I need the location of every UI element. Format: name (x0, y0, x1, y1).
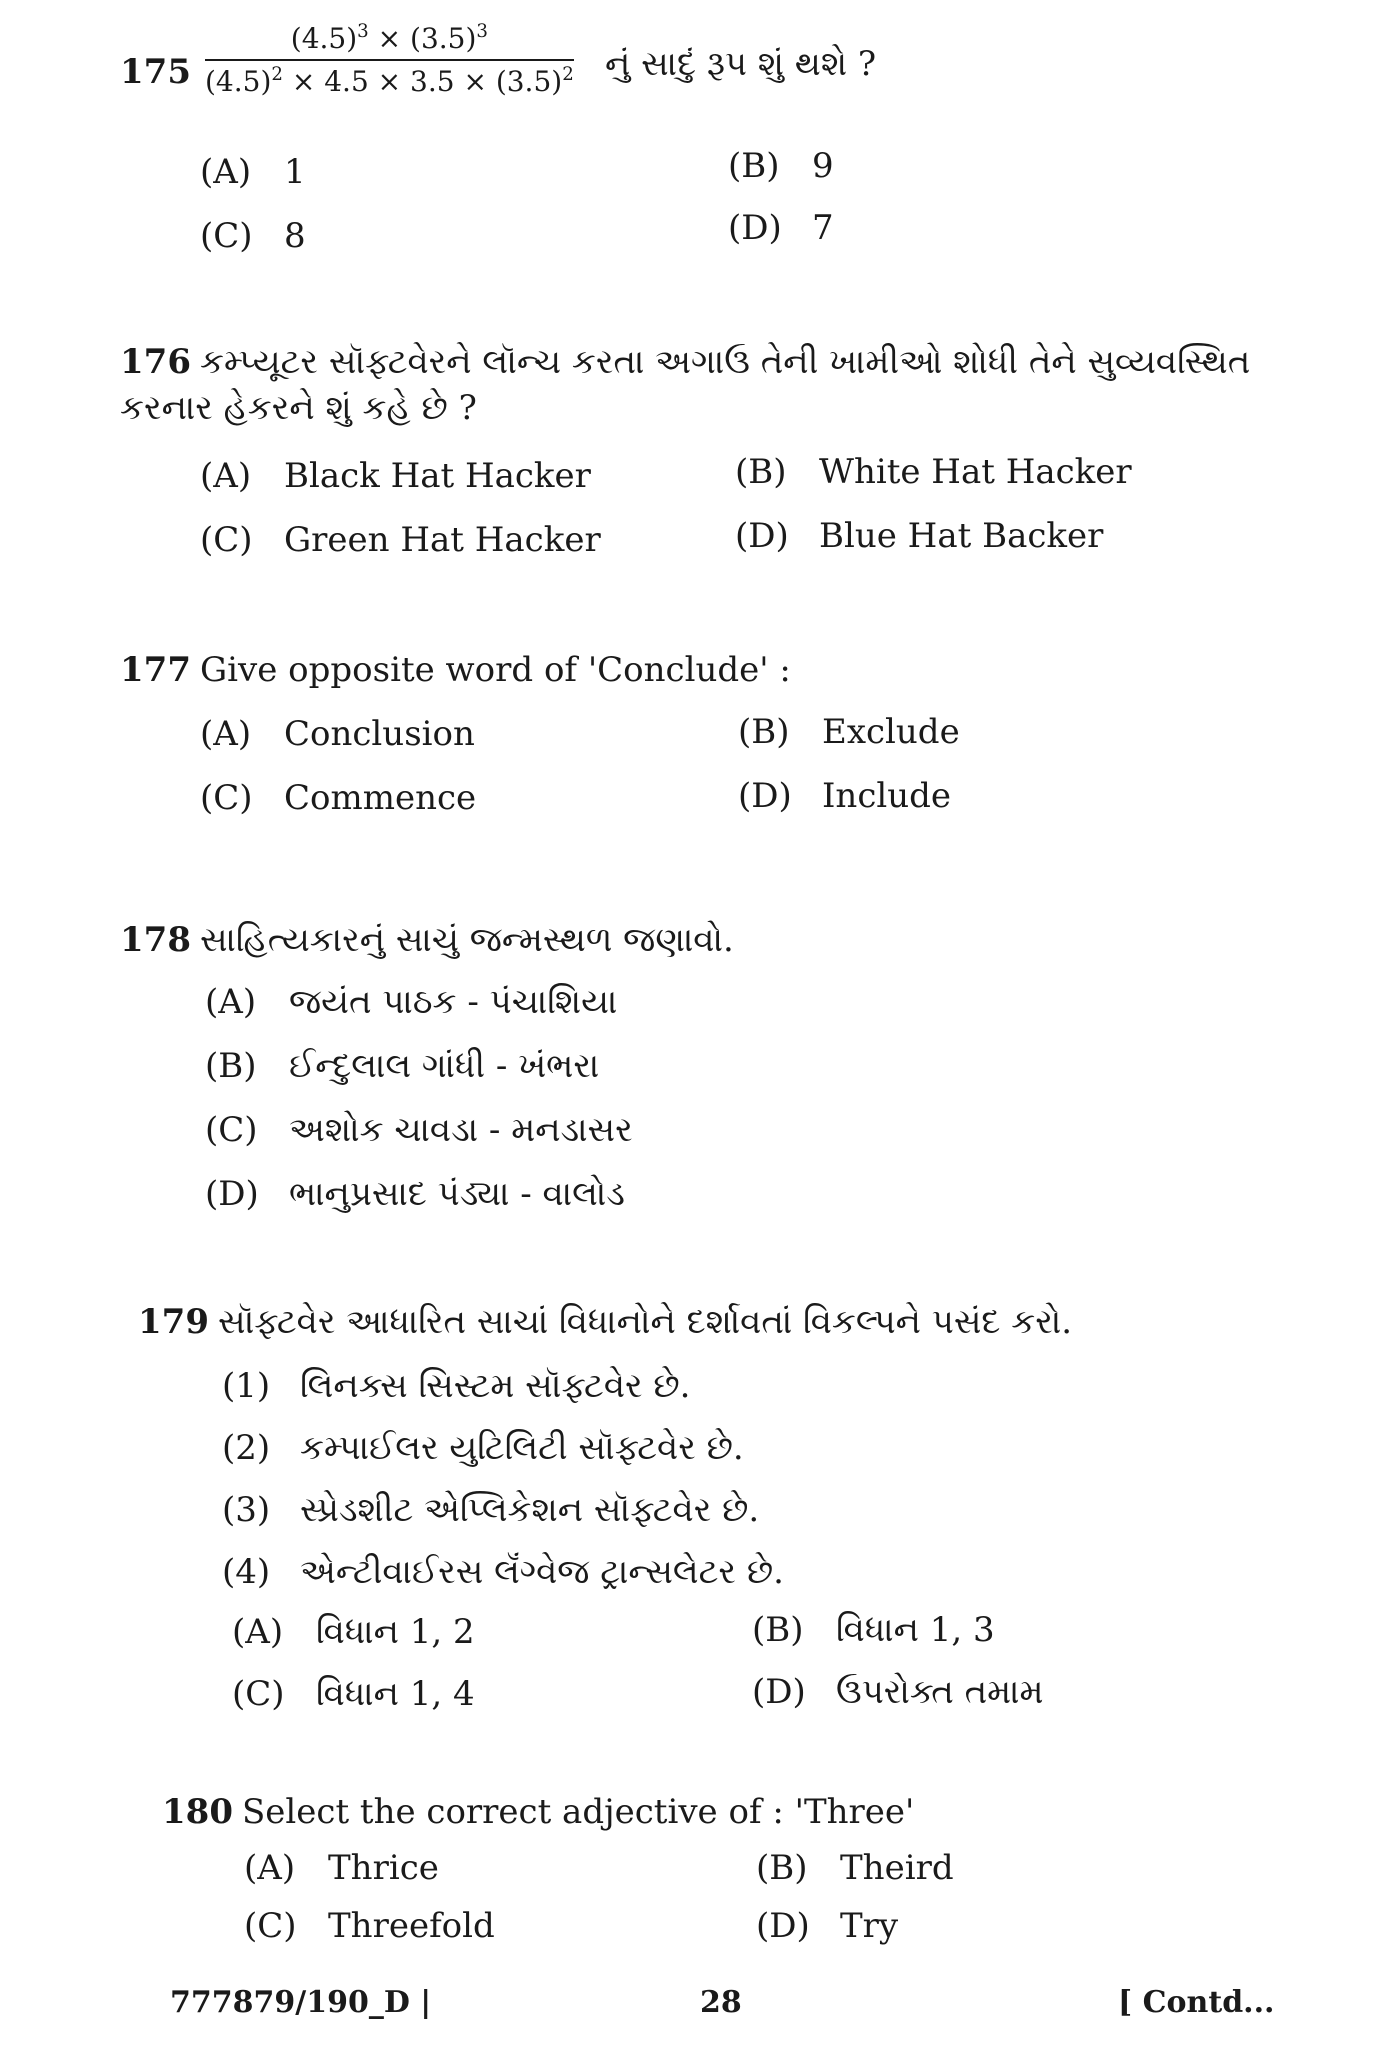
option-text: Black Hat Hacker (284, 456, 591, 496)
fraction-expression (205, 22, 574, 98)
num-times: × (368, 22, 411, 55)
option-b (735, 452, 1132, 492)
option-label: (C) (205, 1110, 258, 1150)
question-175 (120, 50, 200, 96)
option-text: Green Hat Hacker (284, 520, 601, 560)
option-label: (B) (205, 1046, 257, 1086)
option-a (200, 152, 306, 192)
option-text: White Hat Hacker (819, 452, 1132, 492)
option-d (738, 776, 951, 816)
question-text: Give opposite word of 'Conclude' : (200, 650, 791, 690)
question-number: 179 (138, 1302, 209, 1342)
option-c (200, 216, 306, 256)
option-text: 7 (812, 208, 834, 248)
num-base-1: (4.5) (290, 22, 358, 55)
option-label: (A) (200, 152, 252, 192)
question-176 (120, 340, 1270, 432)
option-d (735, 516, 1103, 556)
question-text: Select the correct adjective of : 'Three' (242, 1792, 915, 1832)
option-label: (D) (738, 776, 792, 816)
statement-2 (222, 1428, 744, 1468)
option-text: Thrice (328, 1848, 439, 1888)
option-b (205, 1046, 599, 1086)
option-label: (C) (200, 778, 253, 818)
option-label: (B) (728, 146, 780, 186)
option-text: Threefold (328, 1906, 495, 1946)
option-c (200, 520, 601, 560)
option-label: (C) (244, 1906, 297, 1946)
option-label: (C) (200, 520, 253, 560)
statement-label: (1) (222, 1366, 271, 1406)
question-180 (162, 1790, 914, 1836)
option-text: Include (822, 776, 952, 816)
statement-label: (2) (222, 1428, 271, 1468)
statement-text: લિનક્સ સિસ્ટમ સૉફ્ટવેર છે. (300, 1366, 691, 1406)
question-text: સાહિત્યકારનું સાચું જન્મસ્થળ જણાવો. (200, 920, 734, 960)
option-text: 9 (812, 146, 834, 186)
statement-4 (222, 1552, 784, 1592)
den-base-1: (4.5) (205, 65, 272, 98)
statement-label: (4) (222, 1552, 271, 1592)
option-label: (C) (232, 1674, 285, 1714)
option-label: (B) (735, 452, 787, 492)
option-a (205, 982, 617, 1022)
option-label: (B) (752, 1610, 804, 1650)
option-text: Try (840, 1906, 899, 1946)
option-text: ભાનુપ્રસાદ પંડ્યા - વાલોડ (289, 1174, 625, 1214)
option-label: (D) (728, 208, 782, 248)
statement-3 (222, 1490, 759, 1530)
statement-text: કમ્પાઈલર યુટિલિટી સૉફ્ટવેર છે. (300, 1428, 744, 1468)
option-d (728, 208, 834, 248)
option-c (244, 1906, 495, 1946)
option-b (738, 712, 960, 752)
question-number: 178 (120, 920, 191, 960)
option-text: 8 (284, 216, 306, 256)
option-text: વિધાન 1, 2 (316, 1612, 475, 1652)
option-text: Blue Hat Backer (819, 516, 1104, 556)
option-text: ઈન્દુલાલ ગાંધી - ખંભરા (289, 1046, 600, 1086)
page-number: 28 (700, 1985, 742, 2020)
den-exp-2: 2 (562, 64, 574, 86)
question-number: 175 (120, 52, 191, 92)
option-label: (C) (200, 216, 253, 256)
option-label: (D) (756, 1906, 810, 1946)
option-label: (A) (200, 456, 252, 496)
option-text: Theird (840, 1848, 954, 1888)
paper-code: 777879/190_D | (170, 1985, 432, 2020)
option-d (756, 1906, 898, 1946)
option-label: (D) (752, 1672, 806, 1712)
den-mid: × 4.5 × 3.5 × (282, 65, 496, 98)
option-a (244, 1848, 439, 1888)
question-number: 180 (162, 1792, 233, 1832)
option-text: Commence (284, 778, 477, 818)
option-c (200, 778, 476, 818)
statement-text: એન્ટીવાઈરસ લૅંગ્વેજ ટ્રાન્સલેટર છે. (300, 1552, 784, 1592)
question-text: સૉફ્ટવેર આધારિત સાચાં વિધાનોને દર્શાવતાં વિકલ્પને પસંદ કરો. (218, 1302, 1073, 1342)
question-text: નું સાદું રૂપ શું થશે ? (605, 44, 877, 84)
den-exp-1: 2 (271, 64, 283, 86)
num-exp-2: 3 (476, 21, 488, 43)
option-label: (D) (205, 1174, 259, 1214)
option-label: (A) (200, 714, 252, 754)
fraction-denominator (205, 61, 574, 98)
option-text: વિધાન 1, 4 (316, 1674, 475, 1714)
question-177 (120, 648, 791, 694)
option-label: (A) (232, 1612, 284, 1652)
option-text: 1 (284, 152, 306, 192)
continued-label: [ Contd... (1118, 1985, 1275, 2020)
question-179 (138, 1300, 1072, 1346)
statement-text: સ્પ્રેડશીટ એપ્લિકેશન સૉફ્ટવેર છે. (300, 1490, 760, 1530)
option-label: (B) (738, 712, 790, 752)
statement-1 (222, 1366, 690, 1406)
option-c (205, 1110, 633, 1150)
option-text: ઉપરોક્ત તમામ (836, 1672, 1044, 1712)
question-178 (120, 918, 734, 964)
option-text: Conclusion (284, 714, 475, 754)
num-exp-1: 3 (357, 21, 369, 43)
option-text: જયંત પાઠક - પંચાશિયા (289, 982, 618, 1022)
question-number: 176 (120, 342, 191, 382)
fraction-numerator (205, 22, 574, 61)
question-number: 177 (120, 650, 191, 690)
option-a (200, 456, 591, 496)
option-label: (A) (205, 982, 257, 1022)
option-text: વિધાન 1, 3 (836, 1610, 995, 1650)
option-label: (D) (735, 516, 789, 556)
option-a (200, 714, 475, 754)
option-b (752, 1610, 995, 1650)
question-text: કમ્પ્યૂટર સૉફ્ટવેરને લૉન્ચ કરતા અગાઉ તેની ખામીઓ શોધી તેને સુવ્યવસ્થિત કરનાર હેકરને શું કહે છે ? (120, 342, 1251, 428)
option-d (205, 1174, 625, 1214)
option-label: (A) (244, 1848, 296, 1888)
num-base-2: (3.5) (410, 22, 477, 55)
statement-label: (3) (222, 1490, 271, 1530)
option-text: અશોક ચાવડા - મનડાસર (289, 1110, 633, 1150)
option-c (232, 1674, 475, 1714)
option-b (756, 1848, 954, 1888)
option-label: (B) (756, 1848, 808, 1888)
option-text: Exclude (822, 712, 960, 752)
option-d (752, 1672, 1044, 1712)
option-a (232, 1612, 475, 1652)
den-base-2: (3.5) (495, 65, 563, 98)
option-b (728, 146, 834, 186)
